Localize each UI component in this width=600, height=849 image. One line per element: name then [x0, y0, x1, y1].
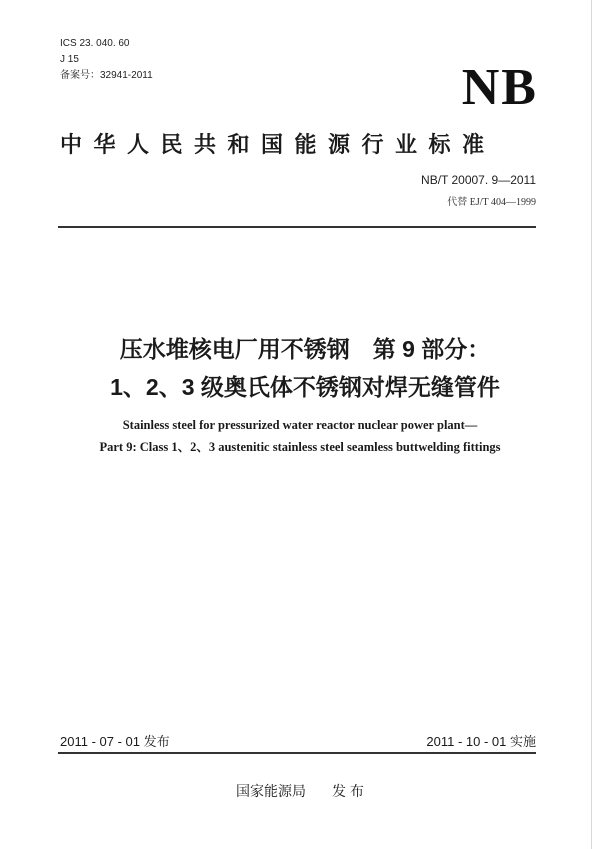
- publisher-name: 国家能源局: [236, 783, 307, 799]
- header-divider: [58, 226, 536, 228]
- replaces-standard: 代替 EJ/T 404—1999: [447, 197, 536, 208]
- classification-block: [60, 36, 153, 84]
- issue-date: 2011 - 07 - 01 发布: [60, 734, 170, 749]
- footer-divider: [58, 752, 536, 754]
- english-title-line-2: Part 9: Class 1、2、3 austenitic stainless steel seamless buttwelding fittings: [99, 440, 501, 454]
- english-title: [40, 414, 560, 458]
- english-title-line-1: Stainless steel for pressurized water reactor nuclear power plant—: [122, 418, 478, 432]
- publisher-line: [0, 781, 600, 801]
- ics-code: ICS 23. 040. 60: [60, 38, 130, 49]
- scan-edge-line: [591, 0, 592, 849]
- publish-action: 发 布: [332, 783, 364, 799]
- standard-code: NB/T 20007. 9—2011: [421, 173, 536, 187]
- chinese-title: [60, 330, 550, 406]
- record-number: 备案号：32941-2011: [60, 70, 153, 81]
- ccs-code: J 15: [60, 54, 79, 65]
- nb-logo: NB: [461, 59, 538, 116]
- effective-date: 2011 - 10 - 01 实施: [426, 734, 536, 749]
- chinese-title-line-1: 压水堆核电厂用不锈钢 第 9 部分：: [119, 336, 491, 362]
- chinese-title-line-2: 1、2、3 级奥氏体不锈钢对焊无缝管件: [110, 374, 500, 400]
- industry-standard-heading: 中华人民共和国能源行业标准: [60, 132, 496, 157]
